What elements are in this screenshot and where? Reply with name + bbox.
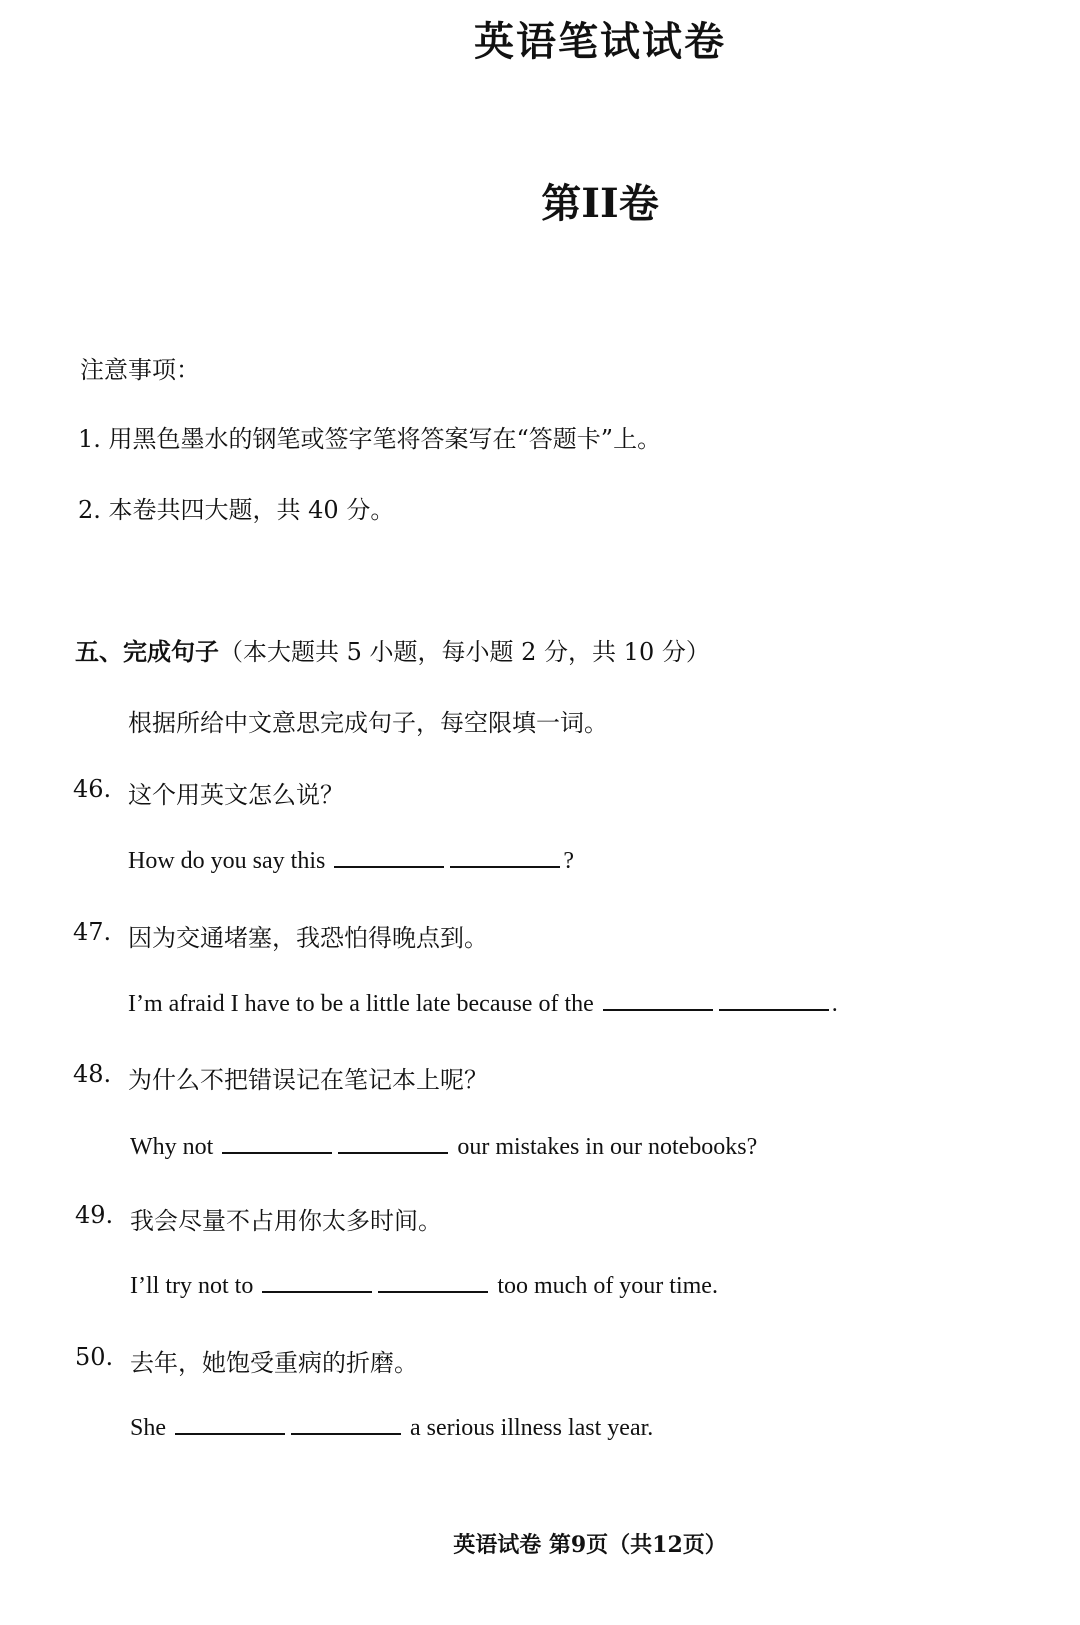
question-english [130,1413,653,1442]
volume-title: 第II卷 [541,180,659,227]
notice-item: 1. 用黑色墨水的钢笔或签字笔将答案写在“答题卡”上。 [78,425,662,453]
sentence-start: Why not [130,1134,214,1160]
sentence-start: How do you say this [128,848,326,874]
sentence-end: . [831,991,838,1017]
question-chinese: 因为交通堵塞，我恐怕得晚点到。 [128,924,488,952]
answer-blank[interactable] [262,1271,372,1293]
answer-blank[interactable] [291,1413,401,1435]
answer-blank[interactable] [175,1413,285,1435]
answer-blank[interactable] [450,846,560,868]
answer-blank[interactable] [603,989,713,1011]
section-detail: （本大题共 5 小题，每小题 2 分，共 10 分） [219,638,710,666]
section-heading [75,632,710,667]
question-english [128,989,838,1018]
question-english [130,1132,757,1161]
question-chinese: 我会尽量不占用你太多时间。 [130,1207,442,1235]
question-chinese: 这个用英文怎么说？ [128,781,344,809]
sentence-end: ? [563,848,574,874]
question-number: 47. [73,918,112,946]
section-label: 五、完成句子 [75,637,219,666]
sentence-start: I’m afraid I have to be a little late because of the [128,991,594,1017]
question-chinese: 为什么不把错误记在笔记本上呢？ [128,1066,488,1094]
sentence-end: too much of your time. [497,1273,718,1299]
section-instruction: 根据所给中文意思完成句子，每空限填一词。 [128,709,608,737]
question-number: 46. [73,775,112,803]
question-chinese: 去年，她饱受重病的折磨。 [130,1349,418,1377]
sentence-end: a serious illness last year. [410,1415,654,1441]
sentence-start: I’ll try not to [130,1273,254,1299]
question-english [128,846,574,875]
answer-blank[interactable] [334,846,444,868]
question-number: 50. [75,1343,114,1371]
page-title: 英语笔试试卷 [474,18,726,65]
answer-blank[interactable] [222,1132,332,1154]
answer-blank[interactable] [338,1132,448,1154]
sentence-start: She [130,1415,166,1441]
notice-item: 2. 本卷共四大题，共 40 分。 [78,496,395,524]
page-footer: 英语试卷 第9页（共12页） [453,1532,727,1558]
answer-blank[interactable] [719,989,829,1011]
answer-blank[interactable] [378,1271,488,1293]
question-english [130,1271,718,1300]
sentence-end: our mistakes in our notebooks? [457,1134,758,1160]
question-number: 48. [73,1060,112,1088]
question-number: 49. [75,1201,114,1229]
notice-heading: 注意事项： [80,356,200,384]
